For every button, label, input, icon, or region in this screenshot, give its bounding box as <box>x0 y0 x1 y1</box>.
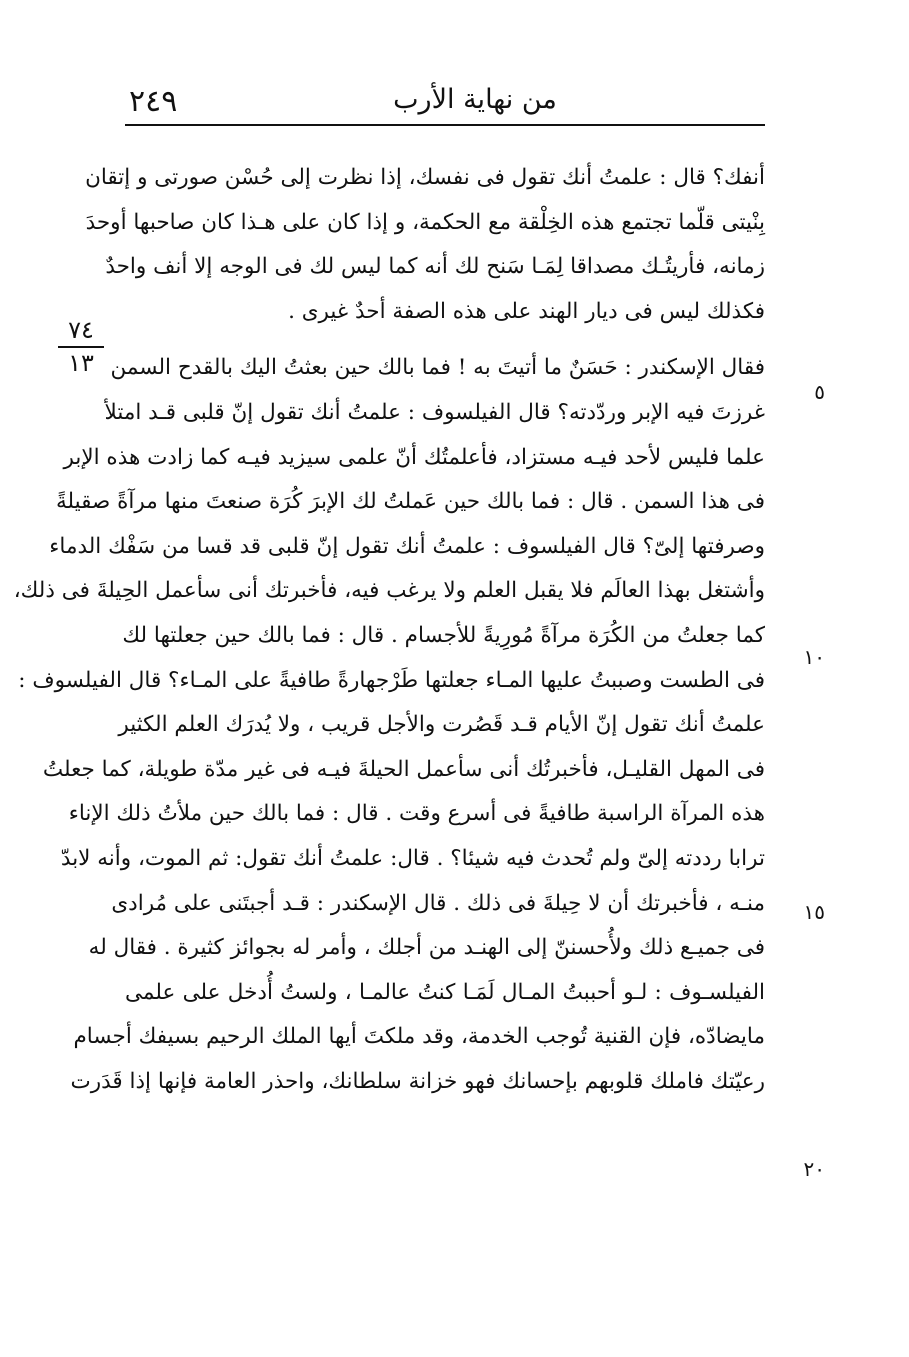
text-line: غرزتَ فيه الإبر وردّدته؟ قال الفيلسوف : علمتُ أنك تقول إنّ قلبى قـد امتلأ <box>104 399 765 425</box>
line-numbers <box>785 0 825 1357</box>
line-number-5: ٥ <box>814 380 825 404</box>
marginal-note-rule <box>58 346 104 348</box>
text-line: علمتُ أنك تقول إنّ الأيام قـد قَصُرت والأجل قريب ، ولا يُدرَك العلم الكثير <box>118 712 765 738</box>
page-number: ٢٤٩ <box>129 84 178 119</box>
text-line: فى جميـع ذلك ولأُحسننّ إلى الهنـد من أجلك ، وأمر له بجوائز كثيرة . فقال له <box>88 935 765 961</box>
text-line: زمانه، فأريتُـك مصداقا لِمَـا سَنح لك أنه كما ليس لك فى الوجه إلا أنف واحدٌ <box>105 254 765 280</box>
text-line: فكذلك ليس فى ديار الهند على هذه الصفة أحدٌ غيرى . <box>288 298 765 324</box>
header-rule <box>125 124 765 126</box>
text-line: وأشتغل بهذا العالَم فلا يقبل العلم ولا يرغب فيه، فأخبرتك أنى سأعمل الحِيلةَ فى ذلك، <box>13 578 765 604</box>
line-number-15: ١٥ <box>803 900 825 924</box>
text-line: فى المهل القليـل، فأخبرتُك أنى سأعمل الحيلةَ فيـه فى غير مدّة طويلة، كما جعلتُ <box>42 756 765 782</box>
text-line: فى هذا السمن . قال : فما بالك حين عَملتُ لك الإبرَ كُرَة صنعتَ منها مرآةً صقيلةً <box>56 489 765 515</box>
line-number-10: ١٠ <box>803 645 825 669</box>
line-number-20: ٢٠ <box>803 1157 825 1181</box>
text-line: رعيّتك فاملك قلوبهم بإحسانك فهو خزانة سلطانك، واحذر العامة فإنها إذا قَدَرت <box>70 1068 765 1094</box>
text-line: فقال الإسكندر : حَسَنٌ ما أتيتَ به ! فما بالك حين بعثتُ اليك بالقدح السمن <box>110 355 765 381</box>
marginal-note-bottom: ١٣ <box>68 349 94 377</box>
text-line: هذه المرآة الراسبة طافيةً فى أسرع وقت . قال : فما بالك حين ملأتُ ذلك الإناء <box>68 801 765 827</box>
text-line: بِنْيتى قلّما تجتمع هذه الخِلْقة مع الحكمة، و إذا كان على هـذا كان صاحبها أوحدَ <box>85 209 765 235</box>
text-line: فى الطست وصببتُ عليها المـاء جعلتها طَرْجهارةً طافيةً على المـاء؟ قال الفيلسوف : <box>18 667 765 693</box>
text-line: ترابا رددته إلىّ ولم تُحدث فيه شيئا؟ . قال: علمتُ أنك تقول: ثم الموت، وأنه لابدّ <box>60 845 765 871</box>
text-line: الفيلسـوف : لـو أحببتُ المـال لَمَـا كنتُ عالمـا ، ولستُ أُدخل على علمى <box>125 979 765 1005</box>
page-header <box>125 78 765 122</box>
marginal-note <box>58 316 104 376</box>
text-line: وصرفتها إلىّ؟ قال الفيلسوف : علمتُ أنك تقول إنّ قلبى قد قسا من سَفْك الدماء <box>49 533 765 559</box>
running-title: من نهاية الأرب <box>393 84 557 115</box>
text-line: كما جعلتُ من الكُرَة مرآةً مُورِيةً للأجسام . قال : فما بالك حين جعلتها لك <box>122 622 765 648</box>
text-line: مايضادّه، فإن القنية تُوجب الخدمة، وقد ملكتَ أيها الملك الرحيم بسيفك أجسام <box>73 1024 765 1050</box>
paragraph-1 <box>85 156 765 334</box>
marginal-note-top: ٧٤ <box>68 316 94 344</box>
text-line: منـه ، فأخبرتك أن لا حِيلةَ فى ذلك . قال الإسكندر : قـد أجبتَنى على مُرادى <box>111 890 765 916</box>
text-line: أنفك؟ قال : علمتُ أنك تقول فى نفسك، إذا نظرت إلى حُسْن صورتى و إتقان <box>85 165 765 190</box>
paragraph-gap <box>125 334 765 346</box>
text-line: علما فليس لأحد فيـه مستزاد، فأعلمتُك أنّ علمى سيزيد فيـه كما زادت هذه الإبر <box>63 444 765 470</box>
